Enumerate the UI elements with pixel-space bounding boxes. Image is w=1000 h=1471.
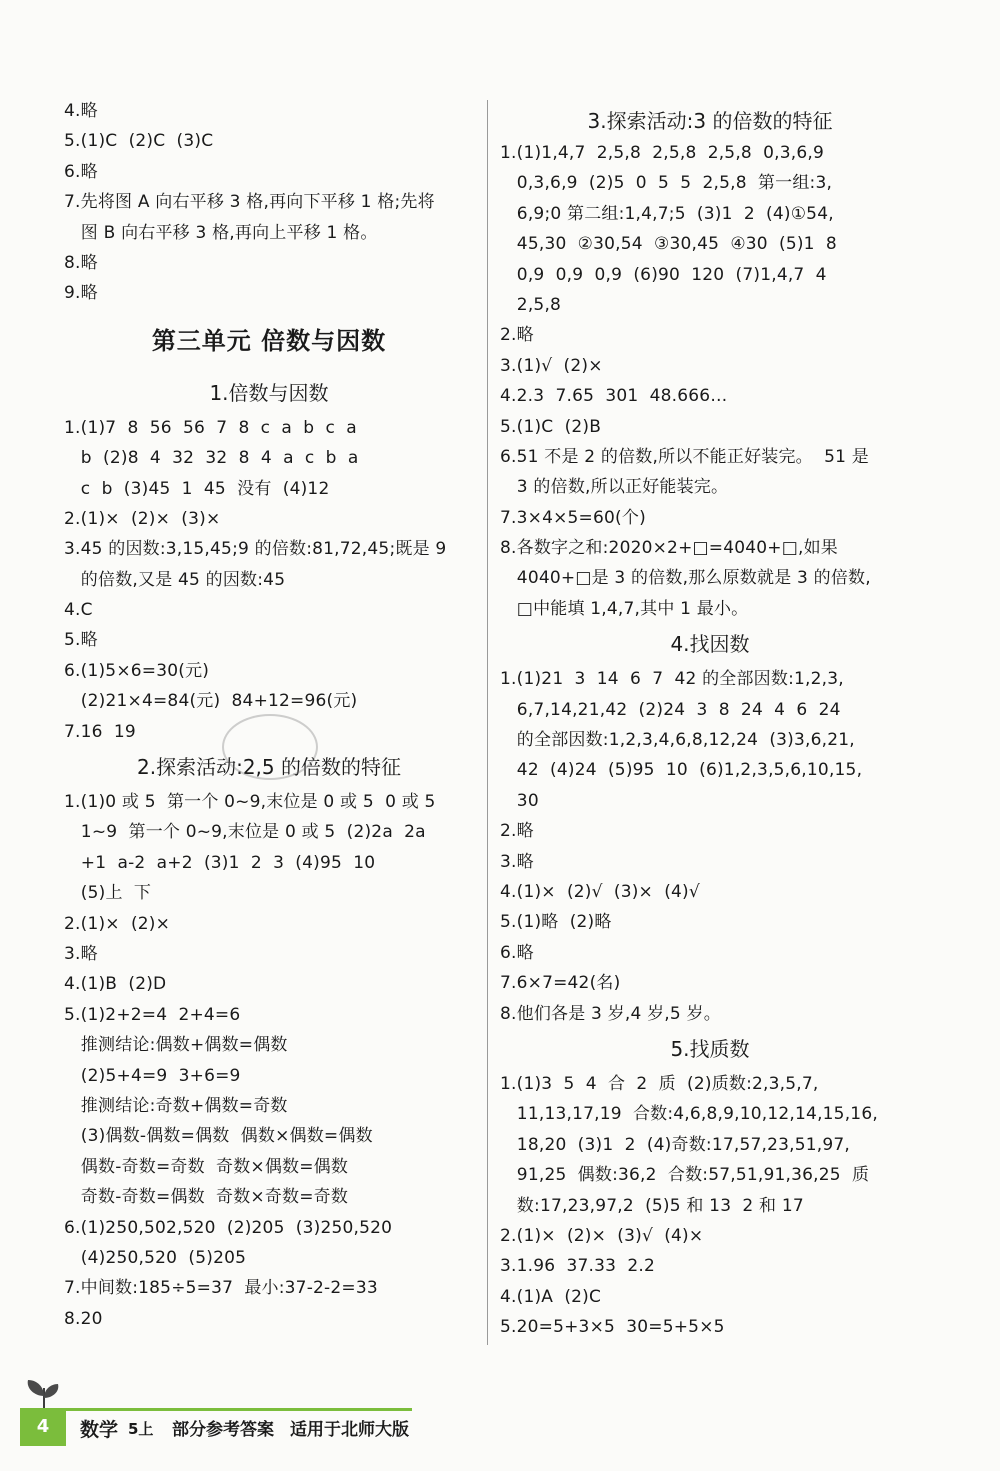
answer-line: 6.略 (64, 161, 98, 182)
section-4-answers (500, 664, 920, 1029)
answer-line: 4.2.3 7.65 301 48.666… (500, 386, 728, 407)
section-1-answers (64, 413, 474, 747)
answer-line: 2.(1)× (2)× (3)× (64, 508, 221, 529)
answer-line: 4.C (64, 600, 93, 621)
answer-line: 5.(1)C (2)C (3)C (64, 131, 214, 152)
answer-line: 7.6×7=42(名) (500, 973, 621, 994)
answer-line: 3.45 的因数:3,15,45;9 的倍数:81,72,45;既是 9 (64, 539, 447, 560)
answer-line: 5.(1)C (2)B (500, 416, 602, 437)
answer-line: 图 B 向右平移 3 格,再向上平移 1 格。 (64, 222, 378, 243)
answer-line: 18,20 (3)1 2 (4)奇数:17,57,23,51,97, (500, 1134, 851, 1155)
section-title-2: 2.探索活动:2,5 的倍数的特征 (137, 755, 401, 780)
answer-line: 推测结论:偶数+偶数=偶数 (64, 1035, 288, 1056)
page-number: 4 (20, 1408, 66, 1446)
left-top-answers (64, 96, 474, 309)
answer-line: 奇数-奇数=偶数 奇数×奇数=奇数 (64, 1187, 349, 1208)
answer-line: 2.略 (500, 821, 534, 842)
right-column (500, 104, 920, 1342)
footer-subject: 数学 (80, 1419, 119, 1441)
answer-line: +1 a-2 a+2 (3)1 2 3 (4)95 10 (64, 852, 376, 873)
footer-version-label: 适用于北师大版 (290, 1420, 409, 1440)
answer-line: 1.(1)3 5 4 合 2 质 (2)质数:2,3,5,7, (500, 1073, 819, 1094)
answer-line: 3.(1)√ (2)× (500, 355, 603, 376)
answer-line: 5.(1)2+2=4 2+4=6 (64, 1004, 241, 1025)
answer-line: 1.(1)21 3 14 6 7 42 的全部因数:1,2,3, (500, 669, 844, 690)
answer-line: b (2)8 4 32 32 8 4 a c b a (64, 448, 359, 469)
answer-line: (2)5+4=9 3+6=9 (64, 1065, 241, 1086)
page-footer (0, 1378, 1000, 1441)
answer-line: 6,7,14,21,42 (2)24 3 8 24 4 6 24 (500, 699, 841, 720)
answer-line: 8.各数字之和:2020×2+□=4040+□,如果 (500, 538, 838, 559)
answer-line: 5.略 (64, 630, 98, 651)
section-title-3: 3.探索活动:3 的倍数的特征 (587, 109, 833, 133)
answer-line: 3.1.96 37.33 2.2 (500, 1256, 655, 1277)
answer-line: 数:17,23,97,2 (5)5 和 13 2 和 17 (500, 1195, 804, 1216)
answer-line: 4.(1)B (2)D (64, 974, 167, 995)
section-title-4: 4.找因数 (670, 632, 750, 657)
answer-line: 7.先将图 A 向右平移 3 格,再向下平移 1 格;先将 (64, 192, 435, 213)
answer-line: 的倍数,又是 45 的因数:45 (64, 569, 286, 590)
answer-line: 6.(1)5×6=30(元) (64, 660, 210, 681)
section-2-answers (64, 787, 474, 1334)
section-3-answers (500, 138, 920, 624)
answer-line: 2.略 (500, 325, 534, 346)
answer-line: 1~9 第一个 0~9,末位是 0 或 5 (2)2a 2a (64, 822, 426, 843)
answer-line: 11,13,17,19 合数:4,6,8,9,10,12,14,15,16, (500, 1104, 878, 1125)
section-title-5: 5.找质数 (670, 1036, 750, 1061)
answer-line: 4040+□是 3 的倍数,那么原数就是 3 的倍数, (500, 568, 871, 589)
answer-line: (3)偶数-偶数=偶数 偶数×偶数=偶数 (64, 1126, 373, 1147)
answer-line: 6.略 (500, 942, 534, 963)
answer-line: 4.略 (64, 101, 98, 121)
answer-line: (2)21×4=84(元) 84+12=96(元) (64, 691, 358, 712)
column-divider (487, 100, 488, 1345)
answer-line: 45,30 ②30,54 ③30,45 ④30 (5)1 8 (500, 234, 837, 255)
footer-grade: 5上 (128, 1420, 154, 1438)
answer-line: 7.16 19 (64, 721, 136, 742)
answer-line: 2.(1)× (2)× (64, 913, 171, 934)
answer-line: □中能填 1,4,7,其中 1 最小。 (500, 598, 749, 619)
answer-line: c b (3)45 1 45 没有 (4)12 (64, 478, 330, 499)
answer-line: 8.略 (64, 252, 98, 273)
answer-line: 1.(1)7 8 56 56 7 8 c a b c a (64, 417, 357, 438)
answer-line: 6,9;0 第二组:1,4,7;5 (3)1 2 (4)①54, (500, 203, 834, 224)
leaf-icon (16, 1378, 76, 1412)
answer-line: 7.3×4×5=60(个) (500, 507, 646, 528)
answer-line: 3.略 (500, 851, 534, 872)
answer-line: 2,5,8 (500, 294, 562, 315)
answer-line: 91,25 偶数:36,2 合数:57,51,91,36,25 质 (500, 1165, 870, 1186)
answer-line: 30 (500, 790, 539, 811)
answer-line: 9.略 (64, 283, 98, 304)
section-5-answers (500, 1069, 920, 1343)
answer-line: 8.20 (64, 1308, 103, 1329)
answer-line: (5)上 下 (64, 883, 152, 904)
answer-line: 8.他们各是 3 岁,4 岁,5 岁。 (500, 1003, 721, 1024)
answer-line: 42 (4)24 (5)95 10 (6)1,2,3,5,6,10,15, (500, 760, 863, 781)
answer-line: 1.(1)1,4,7 2,5,8 2,5,8 2,5,8 0,3,6,9 (500, 143, 825, 163)
answer-line: 1.(1)0 或 5 第一个 0~9,末位是 0 或 5 0 或 5 (64, 792, 436, 813)
answer-line: 7.中间数:185÷5=37 最小:37-2-2=33 (64, 1278, 378, 1299)
answer-line: 2.(1)× (2)× (3)√ (4)× (500, 1225, 704, 1246)
footer-answers-label: 部分参考答案 (172, 1420, 274, 1440)
answer-line: 5.20=5+3×5 30=5+5×5 (500, 1317, 725, 1338)
answer-line: 偶数-奇数=奇数 奇数×偶数=偶数 (64, 1156, 349, 1177)
answer-line: 6.51 不是 2 的倍数,所以不能正好装完。 51 是 (500, 446, 869, 467)
answer-line: 推测结论:奇数+偶数=奇数 (64, 1095, 288, 1116)
answer-line: 6.(1)250,502,520 (2)205 (3)250,520 (64, 1217, 393, 1238)
answer-line: 5.(1)略 (2)略 (500, 912, 612, 933)
answer-line: 4.(1)A (2)C (500, 1286, 602, 1307)
answer-line: 4.(1)× (2)√ (3)× (4)√ (500, 881, 700, 902)
watermark-stamp (222, 714, 318, 780)
unit-title: 第三单元 倍数与因数 (151, 326, 387, 355)
section-title-1: 1.倍数与因数 (209, 380, 329, 405)
answer-line: 3.略 (64, 943, 98, 964)
answer-line: (4)250,520 (5)205 (64, 1247, 247, 1268)
answer-line: 0,3,6,9 (2)5 0 5 5 2,5,8 第一组:3, (500, 173, 833, 194)
answer-line: 0,9 0,9 0,9 (6)90 120 (7)1,4,7 4 (500, 264, 827, 285)
answer-line: 的全部因数:1,2,3,4,6,8,12,24 (3)3,6,21, (500, 730, 855, 751)
answer-line: 3 的倍数,所以正好能装完。 (500, 477, 729, 498)
